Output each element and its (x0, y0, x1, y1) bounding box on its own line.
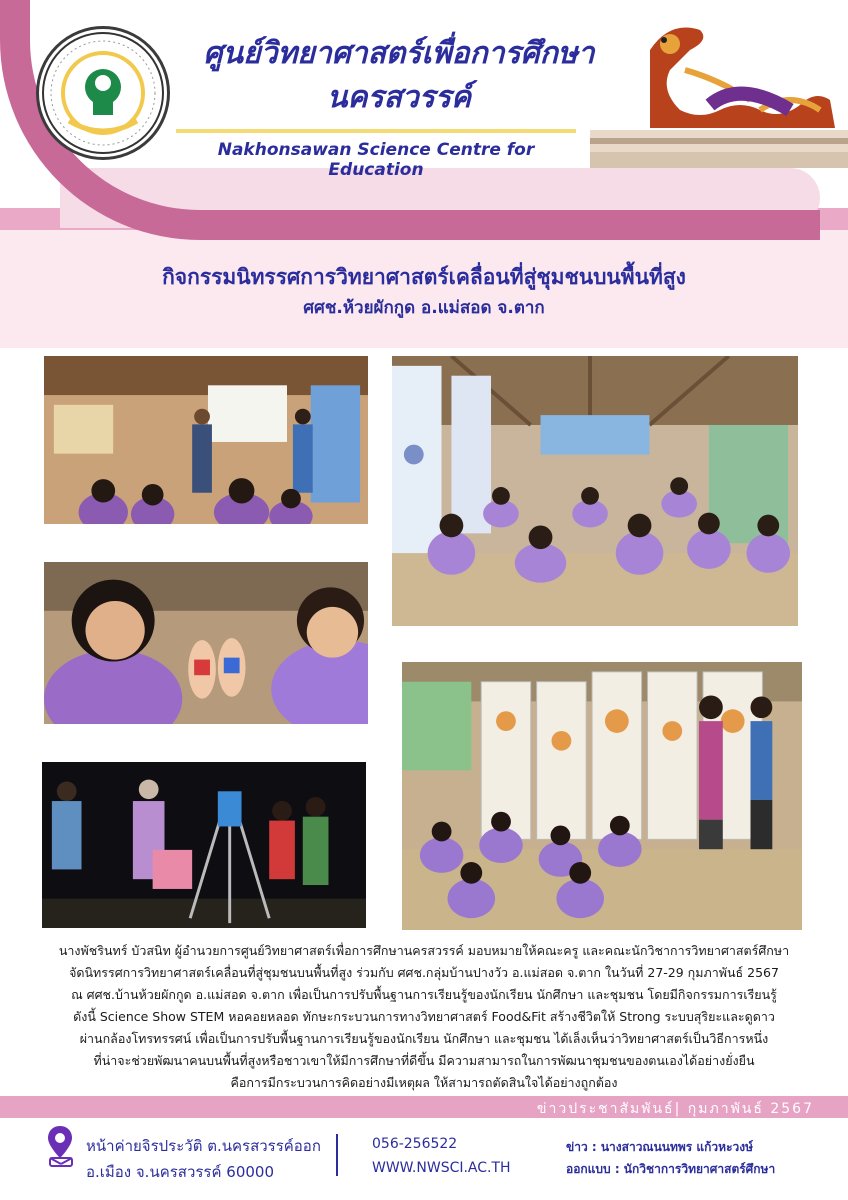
site-title-line1: ศูนย์วิทยาศาสตร์เพื่อการศึกษา (203, 36, 595, 71)
location-pin-icon (46, 1124, 86, 1168)
address-line1: หน้าค่ายจิรประวัติ ต.นครสวรรค์ออก (86, 1137, 321, 1155)
news-body (20, 940, 828, 1094)
body-line: จัดนิทรรศการวิทยาศาสตร์เคลื่อนที่สู่ชุมชนบนพื้นที่สูง ร่วมกับ ศศช.กลุ่มบ้านปางวัว อ.แม่สอด จ.ตาก ในวันที่ 27-29 กุมภาพันธ์ 2567 (69, 965, 779, 980)
body-line: นางพัชรินทร์ บัวสนิท ผู้อำนวยการศูนย์วิทยาศาสตร์เพื่อการศึกษานครสวรรค์ มอบหมายให้คณะครู และคณะนักวิชาการวิทยาศาสตร์ศึกษา (58, 943, 790, 958)
body-line: ผ่านกล้องโทรทรรศน์ เพื่อเป็นการปรับพื้นฐานการเรียนรู้ของนักเรียน นักศึกษา และชุมชน ได้เล็งเห็นว่าวิทยาศาสตร์เป็นวิธีการหนึ่ง (79, 1031, 769, 1046)
website-link[interactable]: WWW.NWSCI.AC.TH (372, 1160, 511, 1176)
emblem-logo (36, 26, 170, 160)
news-credit: ข่าว : นางสาวณนนทพร แก้วหะวงษ์ (566, 1140, 754, 1154)
footer-band-text: ข่าวประชาสัมพันธ์| กุมภาพันธ์ 2567 (536, 1101, 814, 1117)
children-anatomy-photo (42, 560, 370, 726)
phone-number: 056-256522 (372, 1136, 458, 1152)
footer-band (0, 1096, 848, 1118)
design-credit: ออกแบบ : นักวิชาการวิทยาศาสตร์ศึกษา (566, 1162, 776, 1176)
site-title-english: Nakhonsawan Science Centre for Education (217, 140, 535, 180)
news-subheadline: ศศช.ห้วยผักกูด อ.แม่สอด จ.ตาก (303, 298, 545, 318)
site-title-thai (184, 32, 614, 120)
exhibition-hall-photo (390, 354, 800, 628)
body-line: คือการมีกระบวนการคิดอย่างมีเหตุผล ให้สามารถตัดสินใจได้อย่างถูกต้อง (230, 1075, 618, 1090)
body-line: ณ ศศช.บ้านห้วยผักกูด อ.แม่สอด จ.ตาก เพื่อเป็นการปรับพื้นฐานการเรียนรู้ของนักเรียน นักศึกษา และชุมชน โดยมีกิจกรรมการเรียนรู้ (71, 987, 777, 1002)
classroom-photo (42, 354, 370, 526)
emblem-logo-icon (39, 29, 167, 157)
footer-divider (336, 1134, 338, 1176)
body-line: ดังนี้ Science Show STEM หอคอยหลอด ทักษะกระบวนการทางวิทยาศาสตร์ Food&Fit สร้างชีวิตให้ Strong ระบบสุริยะและดูดาว (73, 1009, 775, 1024)
news-headline: กิจกรรมนิทรรศการวิทยาศาสตร์เคลื่อนที่สู่ชุมชนบนพื้นที่สูง (162, 265, 686, 289)
address-line2: อ.เมือง จ.นครสวรรค์ 60000 (86, 1163, 275, 1181)
dragon-statue-image (590, 10, 848, 168)
body-line: ที่น่าจะช่วยพัฒนาคนบนพื้นที่สูงหรือชาวเขาให้มีการศึกษาที่ดีขึ้น มีความสามารถในการพัฒนาชุมชนของตนเองได้อย่างยั่งยืน (93, 1053, 755, 1068)
telescope-night-photo (40, 760, 368, 930)
title-underline (176, 129, 576, 133)
site-title-line2: นครสวรรค์ (326, 80, 472, 115)
poster-presentation-photo (400, 660, 804, 932)
